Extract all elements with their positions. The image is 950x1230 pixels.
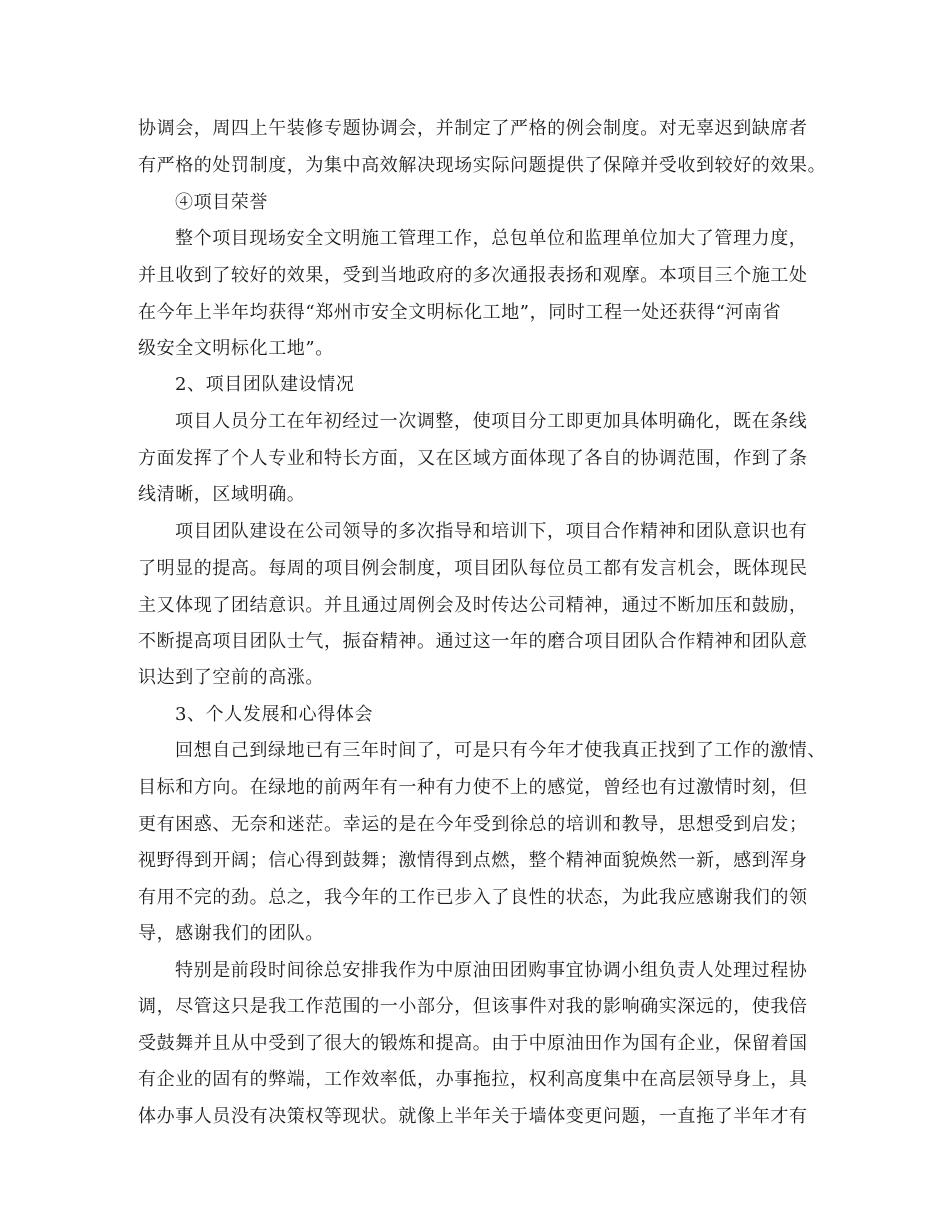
body-text-line: 调，尽管这只是我工作范围的一小部分，但该事件对我的影响确实深远的，使我倍: [138, 996, 808, 1017]
body-text-line: 级安全文明标化工地”。: [138, 338, 334, 359]
section-heading-team-building: 2、项目团队建设情况: [175, 374, 355, 395]
body-text-line: 在今年上半年均获得“郑州市安全文明标化工地”，同时工程一处还获得“河南省: [138, 302, 782, 323]
paragraph-first-line: 整个项目现场安全文明施工管理工作，总包单位和监理单位加大了管理力度，: [175, 228, 808, 249]
paragraph-first-line: 项目人员分工在年初经过一次调整，使项目分工即更加具体明确化，既在条线: [175, 411, 808, 432]
paragraph-first-line: 特别是前段时间徐总安排我作为中原油田团购事宜协调小组负责人处理过程协: [175, 960, 808, 981]
body-text-line: 并且收到了较好的效果，受到当地政府的多次通报表扬和观摩。本项目三个施工处: [138, 265, 808, 286]
body-text-line: 不断提高项目团队士气，振奋精神。通过这一年的磨合项目团队合作精神和团队意: [138, 631, 808, 652]
body-text-line: 线清晰，区域明确。: [138, 484, 306, 505]
subheading-project-honors: ④项目荣誉: [175, 192, 268, 213]
body-text-line: 方面发挥了个人专业和特长方面，又在区域方面体现了各自的协调范围，作到了条: [138, 448, 808, 469]
section-heading-personal-development: 3、个人发展和心得体会: [175, 704, 374, 725]
body-text-line: 有用不完的劲。总之，我今年的工作已步入了良性的状态，为此我应感谢我们的领: [138, 887, 808, 908]
body-text-line: 导，感谢我们的团队。: [138, 923, 324, 944]
body-text-line: 主又体现了团结意识。并且通过周例会及时传达公司精神，通过不断加压和鼓励，: [138, 595, 808, 616]
paragraph-first-line: 项目团队建设在公司领导的多次指导和培训下，项目合作精神和团队意识也有: [175, 521, 808, 542]
body-text-line: 目标和方向。在绿地的前两年有一种有力使不上的感觉，曾经也有过激情时刻，但: [138, 777, 808, 798]
body-text-line: 有企业的固有的弊端，工作效率低，办事拖拉，权利高度集中在高层领导身上，具: [138, 1069, 808, 1090]
body-text-line: 识达到了空前的高涨。: [138, 667, 324, 688]
body-text-line: 更有困惑、无奈和迷茫。幸运的是在今年受到徐总的培训和教导，思想受到启发；: [138, 814, 808, 835]
body-text-line: 体办事人员没有决策权等现状。就像上半年关于墙体变更问题，一直拖了半年才有: [138, 1106, 808, 1127]
body-text-line: 视野得到开阔；信心得到鼓舞；激情得到点燃，整个精神面貌焕然一新，感到浑身: [138, 850, 808, 871]
body-text-line: 了明显的提高。每周的项目例会制度，项目团队每位员工都有发言机会，既体现民: [138, 558, 808, 579]
body-text-line: 受鼓舞并且从中受到了很大的锻炼和提高。由于中原油田作为国有企业，保留着国: [138, 1033, 808, 1054]
body-text-line: 有严格的处罚制度，为集中高效解决现场实际问题提供了保障并受收到较好的效果。: [138, 155, 827, 176]
body-text-line: 协调会，周四上午装修专题协调会，并制定了严格的例会制度。对无辜迟到缺席者: [138, 118, 808, 139]
paragraph-first-line: 回想自己到绿地已有三年时间了，可是只有今年才使我真正找到了工作的激情、: [175, 740, 826, 761]
